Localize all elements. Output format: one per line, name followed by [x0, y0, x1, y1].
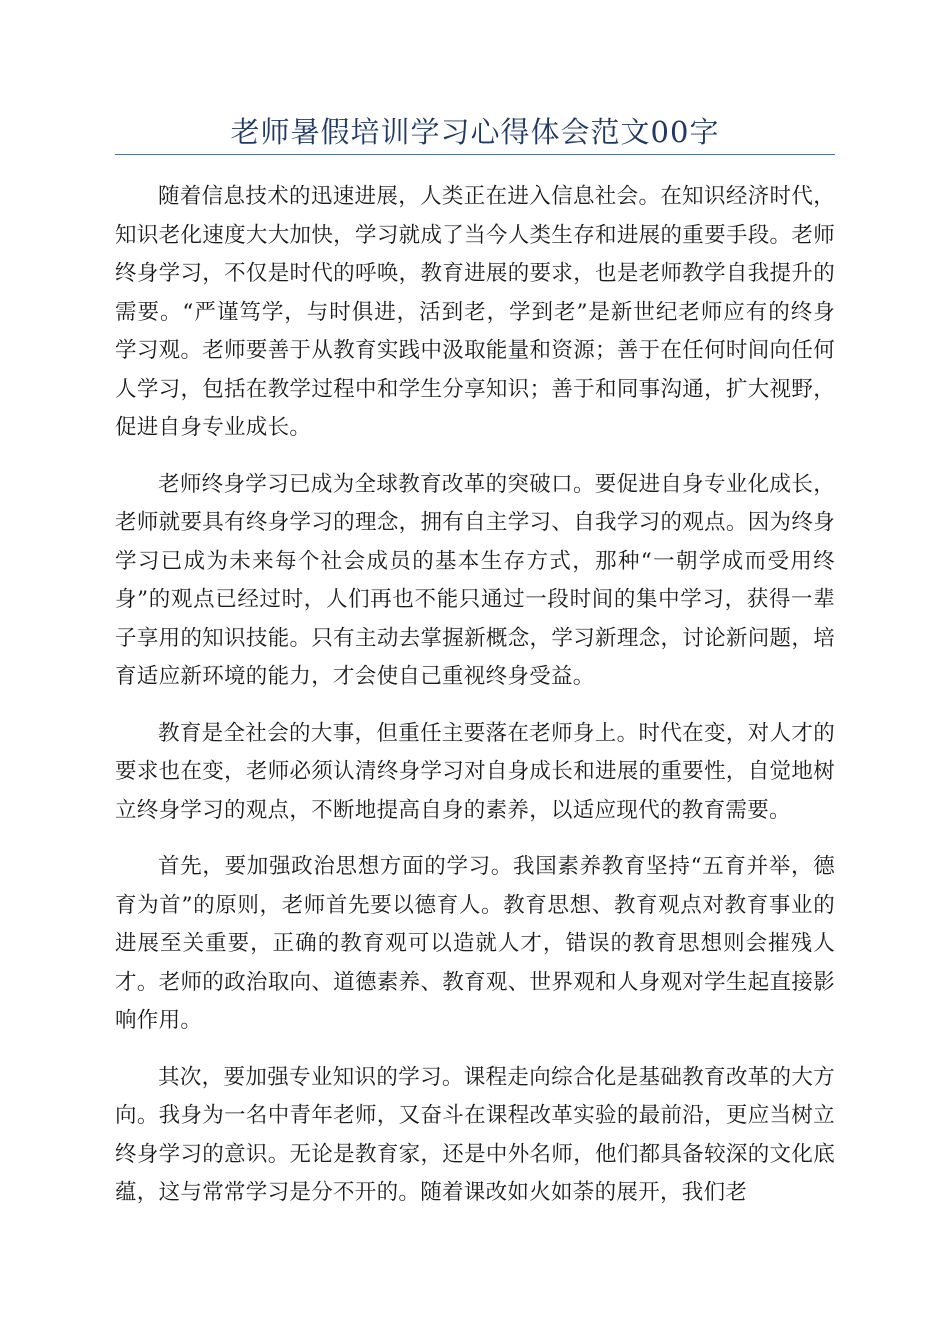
paragraph-2: 老师终身学习已成为全球教育改革的突破口。要促进自身专业化成长，老师就要具有终身学习的理念，拥有自主学习、自我学习的观点。因为终身学习已成为未来每个社会成员的基本生存方式，那种“一朝学成而受用终身”的观点已经过时，人们再也不能只通过一段时间的集中学习，获得一辈子享用的知识技能。只有主动去掌握新概念，学习新理念，讨论新问题，培育适应新环境的能力，才会使自己重视终身受益。: [115, 471, 835, 689]
document-body: [115, 178, 835, 1231]
title-underline: [115, 154, 835, 155]
paragraph-3: 教育是全社会的大事，但重任主要落在老师身上。时代在变，对人才的要求也在变，老师必须认清终身学习对自身成长和进展的重要性，自觉地树立终身学习的观点，不断地提高自身的素养，以适应现代的教育需要。: [115, 720, 835, 823]
paragraph-1: 随着信息技术的迅速进展，人类正在进入信息社会。在知识经济时代，知识老化速度大大加快，学习就成了当今人类生存和进展的重要手段。老师终身学习，不仅是时代的呼唤，教育进展的要求，也是老师教学自我提升的需要。“严谨笃学，与时俱进，活到老，学到老”是新世纪老师应有的终身学习观。老师要善于从教育实践中汲取能量和资源；善于在任何时间向任何人学习，包括在教学过程中和学生分享知识；善于和同事沟通，扩大视野，促进自身专业成长。: [115, 184, 835, 440]
document-title: 老师暑假培训学习心得体会范文00字: [230, 115, 720, 149]
paragraph-5: 其次，要加强专业知识的学习。课程走向综合化是基础教育改革的大方向。我身为一名中青年老师，又奋斗在课程改革实验的最前沿，更应当树立终身学习的意识。无论是教育家，还是中外名师，他们都具备较深的文化底蕴，这与常常学习是分不开的。随着课改如火如荼的展开，我们老: [115, 1064, 835, 1205]
paragraph-4: 首先，要加强政治思想方面的学习。我国素养教育坚持“五育并举，德育为首”的原则，老师首先要以德育人。教育思想、教育观点对教育事业的进展至关重要，正确的教育观可以造就人才，错误的教育思想则会摧残人才。老师的政治取向、道德素养、教育观、世界观和人身观对学生起直接影响作用。: [115, 854, 835, 1033]
